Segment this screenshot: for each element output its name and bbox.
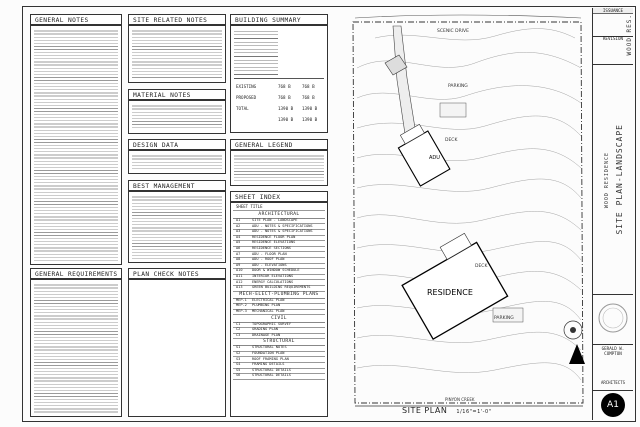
sheet-title: SITE PLAN - LANDSCAPE [252, 218, 298, 222]
sheet-id: MEP-2 [236, 303, 247, 308]
sheet-id: S3 [236, 356, 241, 361]
sheet-title: STRUCTURAL DETAILS [252, 373, 291, 378]
sheet-title: ADU - FLOOR PLAN [252, 251, 287, 256]
sheet-index-panel [230, 202, 328, 417]
sheet-index-column-header: SHEET TITLE [233, 204, 325, 211]
sheet-index-table [231, 203, 327, 416]
coverage-value-a: 768 B [278, 84, 291, 89]
issuance-label: ISSUANCE [593, 8, 633, 14]
sheet-id: A7 [236, 251, 241, 256]
sheet-title: FRAMING DETAILS [252, 362, 285, 367]
sheet-id: S6 [236, 373, 241, 378]
coverage-value-a: 1390 B [278, 117, 294, 122]
design-data-panel [128, 150, 226, 174]
sheet-id: A13 [236, 285, 243, 290]
coverage-value-b: 768 B [302, 84, 315, 89]
general-legend-panel [230, 150, 328, 186]
sheet-number-badge [601, 393, 625, 417]
project-vertical: WOOD RES. [626, 14, 633, 56]
building-summary-header: BUILDING SUMMARY [230, 14, 328, 25]
sheet-id: A10 [236, 268, 243, 273]
sheet-id: A4 [236, 234, 241, 239]
sheet-title: RESIDENCE FLOOR PLAN [252, 234, 296, 239]
general-notes-text [34, 29, 118, 261]
sheet-title: INTERIOR ELEVATIONS [252, 274, 294, 278]
summary-lines [234, 29, 278, 77]
coverage-value-a: 768 B [278, 95, 291, 100]
sheet-title: ADU - NOTES & SPECIFICATIONS [252, 223, 313, 228]
deck-label-1: DECK [445, 138, 458, 143]
design-data-header: DESIGN DATA [128, 139, 226, 150]
sheet-title: STRUCTURAL DETAILS [252, 367, 291, 372]
sheet-id: MEP-3 [236, 309, 247, 313]
sheet-index-section: MECH-ELECT-PLUMBING PLANS [233, 291, 325, 299]
parking-label-2: PARKING [494, 316, 514, 321]
sheet-id: S5 [236, 367, 241, 372]
coverage-value-a: 1390 B [278, 106, 294, 111]
best-management-header: BEST MANAGEMENT [128, 180, 226, 191]
revision-label: REVISION [602, 36, 624, 41]
general-requirements-header: GENERAL REQUIREMENTS [30, 268, 122, 279]
coverage-value-b: 1390 B [302, 117, 318, 122]
sheet-id: A12 [236, 279, 243, 284]
adu-label: ADU [429, 155, 440, 161]
address-vertical: WOOD RESIDENCE [604, 152, 610, 209]
sheet-number: A1 [607, 400, 619, 410]
best-management-panel [128, 191, 226, 263]
sheet-title: MECHANICAL PLAN [252, 309, 285, 313]
sheet-index-section: CIVIL [233, 315, 325, 323]
coverage-table [234, 82, 324, 130]
general-legend-text [234, 154, 324, 182]
deck-label-2: DECK [475, 264, 488, 269]
sheet-index-section: STRUCTURAL [233, 338, 325, 346]
site-notes-text [132, 29, 222, 79]
sheet-id: S1 [236, 345, 241, 350]
site-notes-panel [128, 25, 226, 83]
coverage-label: EXISTING [236, 84, 257, 89]
site-plan-title: SITE PLAN 1/16"=1'-0" [402, 406, 492, 415]
sheet-title: DOOR & WINDOW SCHEDULE [252, 268, 300, 273]
material-notes-panel [128, 100, 226, 134]
sheet-id: S4 [236, 362, 241, 367]
summary-divider [234, 78, 324, 79]
architect-name: GERALD W. COMPTON [601, 346, 625, 356]
general-notes-header: GENERAL NOTES [30, 14, 122, 25]
general-requirements-text [34, 283, 118, 413]
sheet-id: C2 [236, 327, 241, 332]
sheet-title: STRUCTURAL NOTES [252, 345, 287, 350]
best-management-text [132, 195, 222, 259]
building-summary-panel [230, 25, 328, 133]
sheet-id: MEP-1 [236, 297, 247, 302]
sheet-title: ELECTRICAL PLAN [252, 297, 285, 302]
stamp-icon [595, 298, 631, 338]
sheet-id: C3 [236, 332, 241, 337]
sheet-id: A9 [236, 262, 241, 267]
plan-check-header: PLAN CHECK NOTES [128, 268, 226, 279]
design-data-text [132, 154, 222, 170]
sheet-title: ADU - ELEVATIONS [252, 262, 287, 267]
sheet-id: A3 [236, 229, 241, 234]
sheet-id: A8 [236, 257, 241, 262]
plan-check-panel [128, 279, 226, 417]
site-plan-drawing [345, 8, 590, 416]
coverage-value-b: 1390 B [302, 106, 318, 111]
sheet-id: A2 [236, 223, 241, 228]
sheet-title: TOPOGRAPHIC SURVEY [252, 321, 291, 326]
sheet-title: PLUMBING PLAN [252, 303, 281, 308]
sheet-id: A1 [236, 218, 241, 222]
parking-label-1: PARKING [448, 84, 468, 89]
sheet-title: RESIDENCE SECTIONS [252, 246, 291, 250]
coverage-value-b: 768 B [302, 95, 315, 100]
sheet-id: A5 [236, 240, 241, 245]
coverage-row [234, 82, 324, 92]
coverage-label: PROPOSED [236, 95, 257, 100]
coverage-label: TOTAL [236, 106, 249, 111]
sheet-title: RESIDENCE ELEVATIONS [252, 240, 296, 245]
material-notes-header: MATERIAL NOTES [128, 89, 226, 100]
sheet-id: A11 [236, 274, 243, 278]
title-block [592, 8, 633, 420]
architect-firm: ARCHITECTS [600, 380, 626, 385]
seal-cell [593, 294, 633, 345]
bottom-road-label: PINYON CREEK [445, 397, 475, 402]
sheet-index-section: ARCHITECTURAL [233, 211, 325, 219]
coverage-row [234, 115, 324, 125]
residence-label: RESIDENCE [427, 288, 473, 297]
sheet-title: DRAINAGE PLAN [252, 332, 281, 337]
sheet-title: ADU - ROOF PLAN [252, 257, 285, 262]
sheet-title: GRADING PLAN [252, 327, 278, 332]
sheet-title: FOUNDATION PLAN [252, 351, 285, 355]
material-notes-text [132, 104, 222, 130]
sheet-title: ROOF FRAMING PLAN [252, 356, 289, 361]
coverage-row [234, 104, 324, 114]
sheet-title: GREEN BUILDING REQUIREMENTS [252, 285, 311, 290]
project-title-cell [593, 64, 633, 295]
sheet-index-header: SHEET INDEX [230, 191, 328, 202]
sheet-title: ENERGY CALCULATIONS [252, 279, 294, 284]
architect-cell [593, 344, 633, 391]
sheet-id: A6 [236, 246, 241, 250]
sheet-index-row [233, 373, 325, 379]
general-requirements-panel [30, 279, 122, 417]
road-label: SCENIC DRIVE [437, 29, 469, 34]
sheet-id: C1 [236, 321, 241, 326]
sheet-title-vertical: SITE PLAN-LANDSCAPE [615, 124, 624, 235]
sheet-title: ADU - NOTES & SPECIFICATIONS [252, 229, 313, 234]
general-legend-header: GENERAL LEGEND [230, 139, 328, 150]
sheet-number-cell [593, 390, 633, 420]
site-notes-header: SITE RELATED NOTES [128, 14, 226, 25]
general-notes-panel [30, 25, 122, 265]
coverage-row [234, 93, 324, 103]
sheet-id: S2 [236, 351, 241, 355]
